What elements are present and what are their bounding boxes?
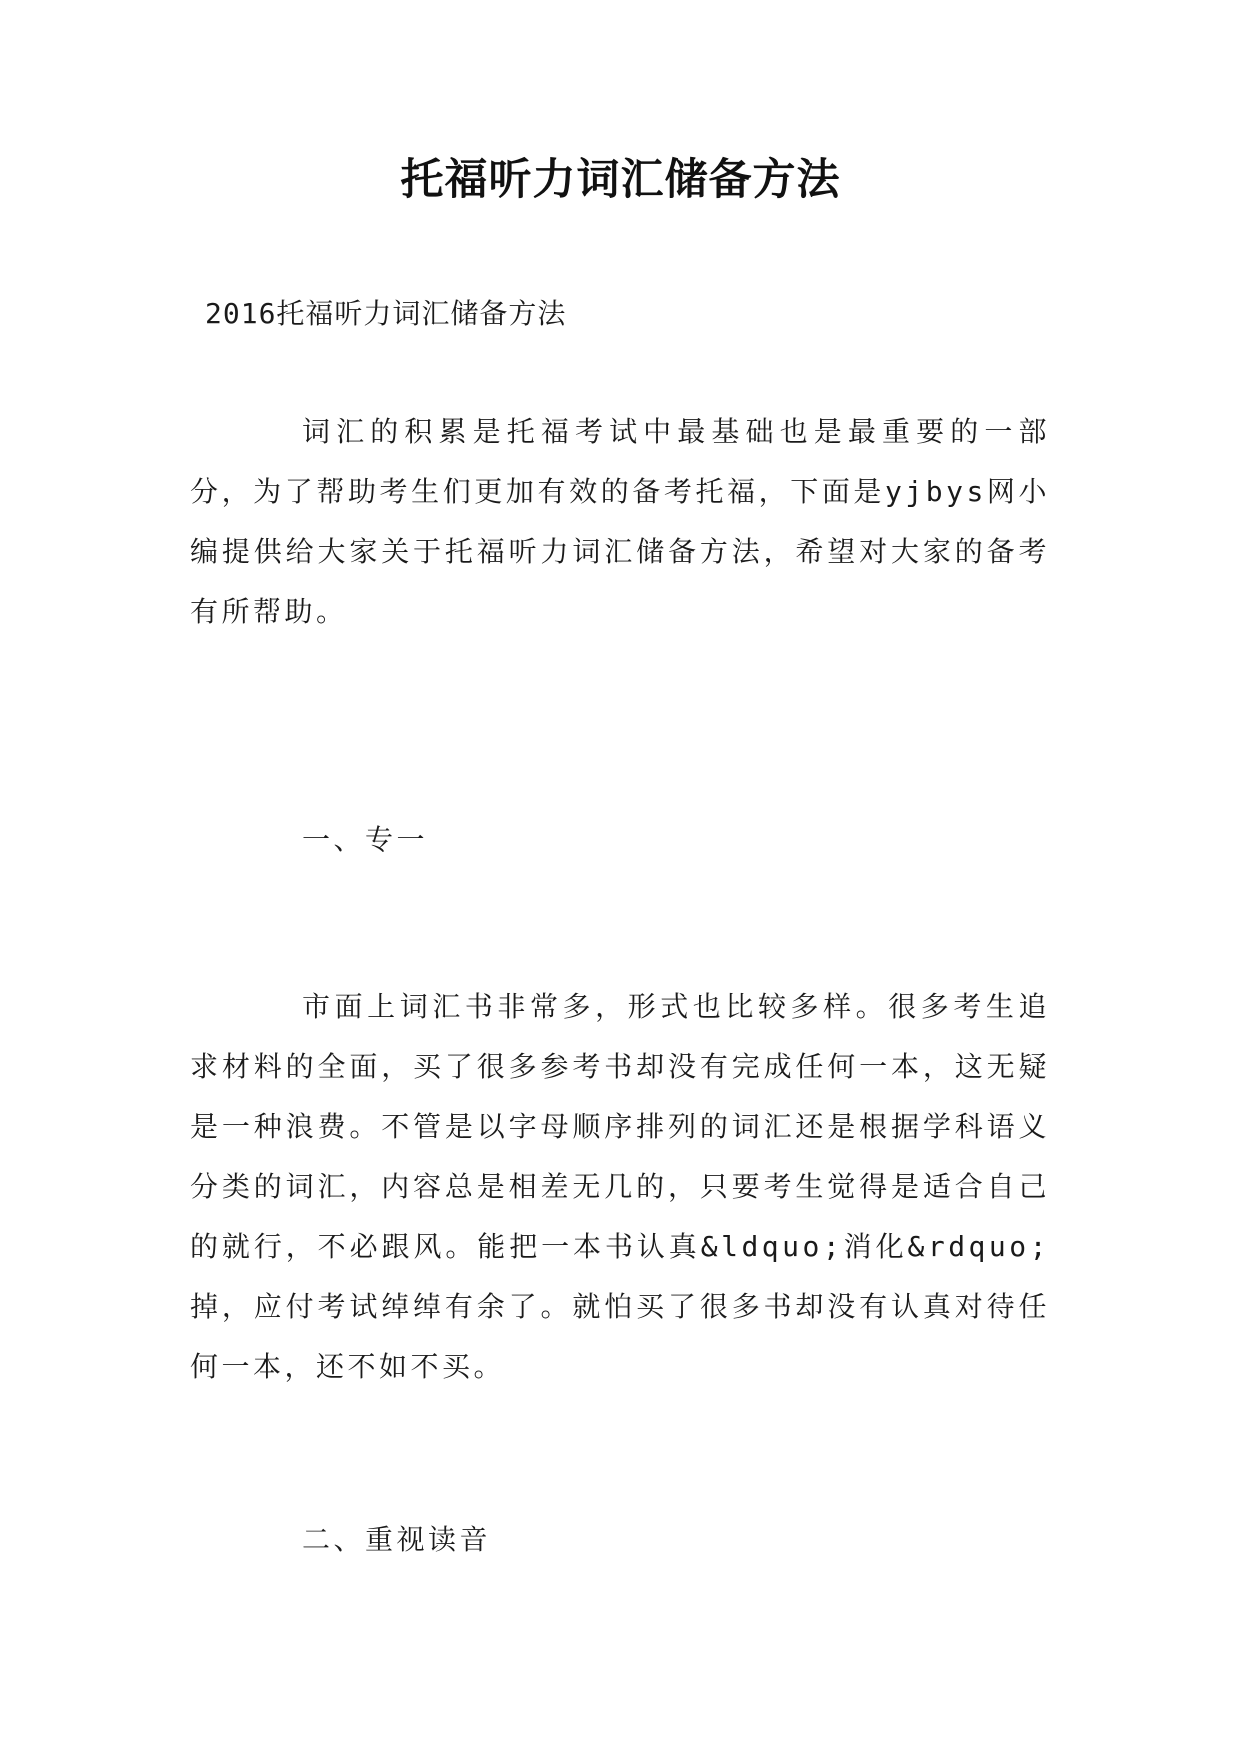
- intro-paragraph: 词汇的积累是托福考试中最基础也是最重要的一部分，为了帮助考生们更加有效的备考托福，下面是yjbys网小编提供给大家关于托福听力词汇储备方法，希望对大家的备考有所帮助。: [190, 415, 1050, 628]
- section-body-1: 市面上词汇书非常多，形式也比较多样。很多考生追求材料的全面，买了很多参考书却没有完成任何一本，这无疑是一种浪费。不管是以字母顺序排列的词汇还是根据学科语义分类的词汇，内容总是相差无几的，只要考生觉得是适合自己的就行，不必跟风。能把一本书认真&ldquo;消化&rdquo;掉，应付考试绰绰有余了。就怕买了很多书却没有认真对待任何一本，还不如不买。: [190, 990, 1050, 1383]
- section-heading-2: 二、重视读音: [302, 1523, 492, 1556]
- document-title: 托福听力词汇储备方法: [400, 155, 841, 205]
- section-heading-1: 一、专一: [302, 823, 429, 856]
- document-subtitle: 2016托福听力词汇储备方法: [205, 297, 567, 330]
